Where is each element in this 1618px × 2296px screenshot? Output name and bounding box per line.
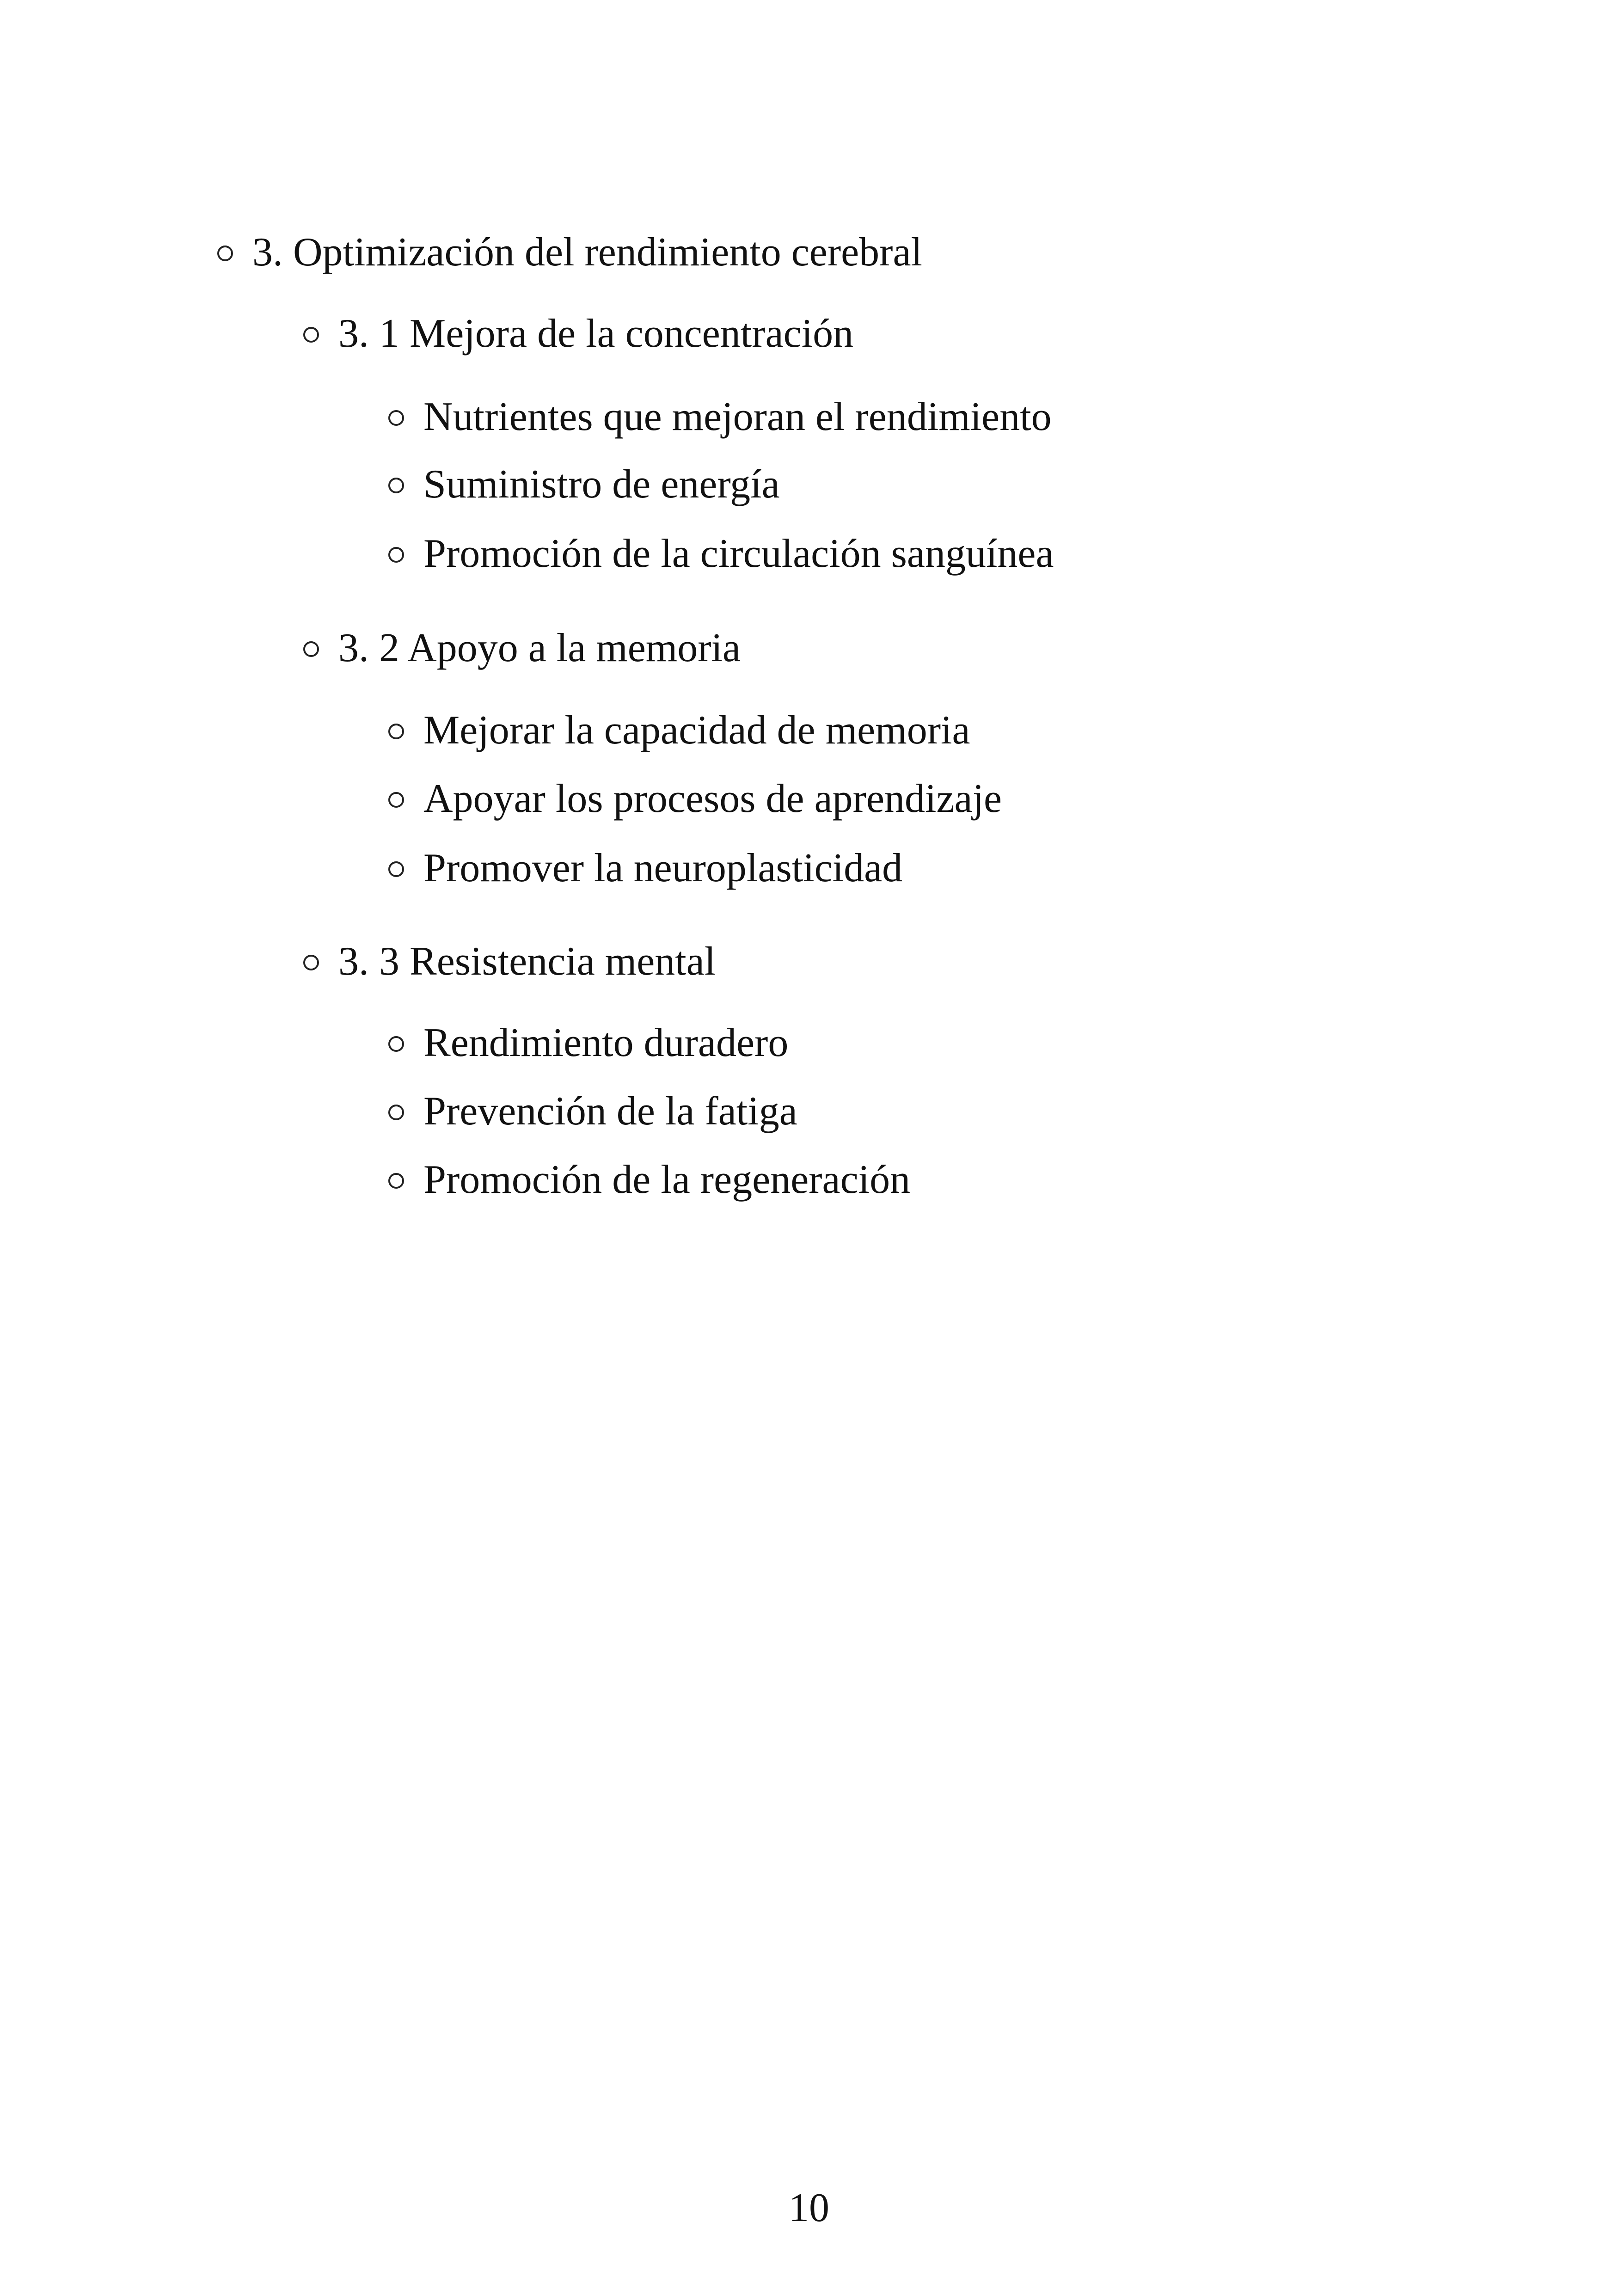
list-item-text: Promoción de la circulación sanguínea [423, 531, 1054, 576]
list-item-text: Nutrientes que mejoran el rendimiento [423, 394, 1052, 439]
subsection-title: 3. 3 Resistencia mental [338, 939, 716, 984]
hollow-circle-bullet-icon [388, 1105, 404, 1120]
hollow-circle-bullet-icon [217, 246, 233, 261]
hollow-circle-bullet-icon [388, 792, 404, 808]
outline-item-level1 [217, 229, 922, 276]
hollow-circle-bullet-icon [388, 478, 404, 493]
hollow-circle-bullet-icon [388, 724, 404, 739]
outline-item-level3 [388, 707, 970, 754]
hollow-circle-bullet-icon [303, 641, 319, 657]
list-item-text: Prevención de la fatiga [423, 1089, 797, 1134]
list-item-text: Promoción de la regeneración [423, 1157, 911, 1202]
outline-item-level2 [303, 939, 716, 985]
list-item-text: Promover la neuroplasticidad [423, 846, 903, 890]
outline-item-level3 [388, 776, 1002, 822]
hollow-circle-bullet-icon [388, 547, 404, 563]
hollow-circle-bullet-icon [388, 1173, 404, 1189]
outline-item-level2 [303, 311, 853, 357]
hollow-circle-bullet-icon [303, 327, 319, 343]
outline-item-level3 [388, 394, 1052, 440]
outline-item-level3 [388, 1157, 910, 1203]
list-item-text: Suministro de energía [423, 462, 780, 507]
list-item-text: Mejorar la capacidad de memoria [423, 708, 970, 753]
hollow-circle-bullet-icon [388, 410, 404, 426]
section-title: 3. Optimización del rendimiento cerebral [252, 230, 922, 275]
hollow-circle-bullet-icon [303, 955, 319, 970]
hollow-circle-bullet-icon [388, 1036, 404, 1052]
list-item-text: Rendimiento duradero [423, 1020, 789, 1065]
hollow-circle-bullet-icon [388, 861, 404, 877]
outline-item-level3 [388, 1020, 788, 1066]
outline-item-level3 [388, 1088, 797, 1135]
list-item-text: Apoyar los procesos de aprendizaje [423, 776, 1002, 821]
outline-item-level3 [388, 531, 1054, 577]
outline-item-level2 [303, 625, 741, 671]
outline-item-level3 [388, 461, 780, 508]
subsection-title: 3. 2 Apoyo a la memoria [338, 626, 741, 670]
outline-item-level3 [388, 845, 902, 891]
subsection-title: 3. 1 Mejora de la concentración [338, 311, 854, 356]
page-number: 10 [789, 2185, 829, 2230]
